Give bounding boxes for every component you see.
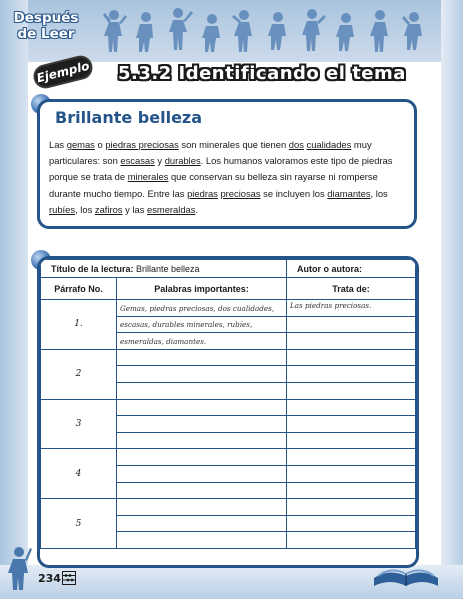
topic-cell[interactable] <box>287 300 416 317</box>
underlined-keyword: escasas <box>120 155 155 167</box>
topic-cell[interactable] <box>287 482 416 499</box>
underlined-keyword: minerales <box>127 171 169 183</box>
underlined-keyword: rubíes <box>49 203 76 215</box>
paragraph-text: y las <box>122 203 147 215</box>
reading-title: Brillante belleza <box>55 108 203 127</box>
underlined-keyword: esmeraldas <box>147 203 196 215</box>
example-badge: Ejemplo <box>31 53 95 91</box>
keywords-cell[interactable] <box>117 333 287 350</box>
table-header-row <box>41 260 416 278</box>
keywords-text <box>117 453 120 462</box>
paragraph-number-cell: 1. <box>41 300 117 350</box>
keywords-cell[interactable] <box>117 399 287 416</box>
topic-text <box>287 401 290 410</box>
keywords-text <box>117 354 120 363</box>
topic-cell[interactable] <box>287 515 416 532</box>
paragraph-text: y <box>154 155 165 167</box>
worksheet-table-box <box>37 256 419 568</box>
open-book-icon <box>372 556 440 592</box>
reading-title-label: Título de la lectura: <box>51 263 134 274</box>
col-paragraph: Párrafo No. <box>41 278 117 300</box>
left-margin-band <box>0 0 28 599</box>
topic-text <box>287 450 290 459</box>
topic-cell[interactable] <box>287 499 416 516</box>
topic-text <box>287 500 290 509</box>
topic-cell[interactable] <box>287 532 416 549</box>
topic-cell[interactable] <box>287 333 416 350</box>
keywords-cell[interactable] <box>117 532 287 549</box>
section-title-line2: de Leer <box>17 26 75 42</box>
col-keywords: Palabras importantes: <box>117 278 287 300</box>
keywords-text <box>117 536 120 545</box>
paragraph-text: . <box>195 203 199 215</box>
children-silhouettes-icon <box>100 8 440 54</box>
keywords-cell[interactable] <box>117 432 287 449</box>
section-title-line1: Después <box>13 10 79 26</box>
paragraph-text: o <box>94 139 106 150</box>
paragraph-text: , los <box>75 203 95 215</box>
right-margin-band <box>441 0 463 599</box>
underlined-keyword: piedras <box>187 187 218 199</box>
keywords-cell[interactable] <box>117 316 287 333</box>
keywords-text: esmeraldas, diamantes. <box>120 336 207 346</box>
col-topic: Trata de: <box>287 278 416 300</box>
topic-cell[interactable] <box>287 349 416 366</box>
underlined-keyword: preciosas <box>220 187 261 199</box>
topic-text <box>287 351 290 360</box>
keywords-text <box>117 437 120 446</box>
keywords-cell[interactable] <box>117 482 287 499</box>
author-label: Autor o autora: <box>297 263 362 274</box>
reading-title-cell[interactable] <box>41 260 287 278</box>
keywords-text <box>117 420 120 429</box>
author-cell[interactable] <box>287 260 416 278</box>
section-title <box>6 10 86 42</box>
keywords-text <box>117 387 120 396</box>
keywords-cell[interactable] <box>117 300 287 317</box>
paragraph-text: se incluyen los <box>260 187 328 199</box>
topic-cell[interactable] <box>287 382 416 399</box>
table-row <box>41 399 416 416</box>
keywords-text: Gemas, piedras preciosas, dos cualidades, <box>120 303 275 313</box>
keywords-text: escasas, durables minerales, rubíes, <box>120 320 253 330</box>
table-row <box>41 349 416 366</box>
keywords-cell[interactable] <box>117 515 287 532</box>
keywords-text <box>117 370 120 379</box>
paragraph-number-cell: 4 <box>41 449 117 499</box>
topic-cell[interactable] <box>287 432 416 449</box>
keywords-text <box>117 403 120 412</box>
underlined-keyword: cualidades <box>306 139 352 150</box>
keywords-cell[interactable] <box>117 416 287 433</box>
paragraph-text: muy particulares: son <box>49 139 372 167</box>
keywords-cell[interactable] <box>117 499 287 516</box>
keywords-cell[interactable] <box>117 366 287 383</box>
topic-cell[interactable] <box>287 465 416 482</box>
topic-cell[interactable] <box>287 399 416 416</box>
reading-box <box>37 99 417 229</box>
reading-paragraph <box>49 137 407 218</box>
topic-cell[interactable] <box>287 449 416 466</box>
paragraph-text: son minerales que tienen <box>178 139 289 150</box>
lesson-title: 5.3.2 Identificando el tema <box>118 63 406 84</box>
paragraph-number-cell: 3 <box>41 399 117 449</box>
underlined-keyword: gemas <box>66 139 95 150</box>
keywords-text <box>117 520 120 529</box>
keywords-text <box>117 470 120 479</box>
keywords-text <box>117 486 120 495</box>
underlined-keyword: piedras preciosas <box>105 139 179 150</box>
underlined-keyword: durables <box>164 155 201 167</box>
paragraph-number-cell: 5 <box>41 499 117 549</box>
paragraph-text: . Los humanos valoramos este tipo de piedras porque se trata de <box>49 155 393 183</box>
topic-cell[interactable] <box>287 366 416 383</box>
column-header-row <box>41 278 416 300</box>
worksheet-table <box>40 259 416 549</box>
keywords-text <box>117 503 120 512</box>
underlined-keyword: zafiros <box>94 203 123 215</box>
table-row <box>41 300 416 317</box>
paragraph-number-cell: 2 <box>41 349 117 399</box>
keywords-cell[interactable] <box>117 382 287 399</box>
underlined-keyword: diamantes <box>327 187 371 199</box>
abacus-icon <box>62 571 76 585</box>
underlined-keyword: dos <box>288 139 304 150</box>
paragraph-text: Las <box>49 139 67 150</box>
keywords-cell[interactable] <box>117 349 287 366</box>
keywords-cell[interactable] <box>117 465 287 482</box>
reading-title-value: Brillante belleza <box>136 263 200 274</box>
child-silhouette-icon <box>6 546 32 592</box>
table-row <box>41 449 416 466</box>
topic-text: Las piedras preciosas. <box>290 301 372 310</box>
page-number: 234 <box>38 572 61 585</box>
topic-cell[interactable] <box>287 316 416 333</box>
table-row <box>41 499 416 516</box>
keywords-cell[interactable] <box>117 449 287 466</box>
paragraph-text: que conservan su belleza sin rayarse ni romperse durante mucho tiempo. Entre las <box>49 171 378 199</box>
topic-cell[interactable] <box>287 416 416 433</box>
paragraph-text: , los <box>370 187 388 199</box>
